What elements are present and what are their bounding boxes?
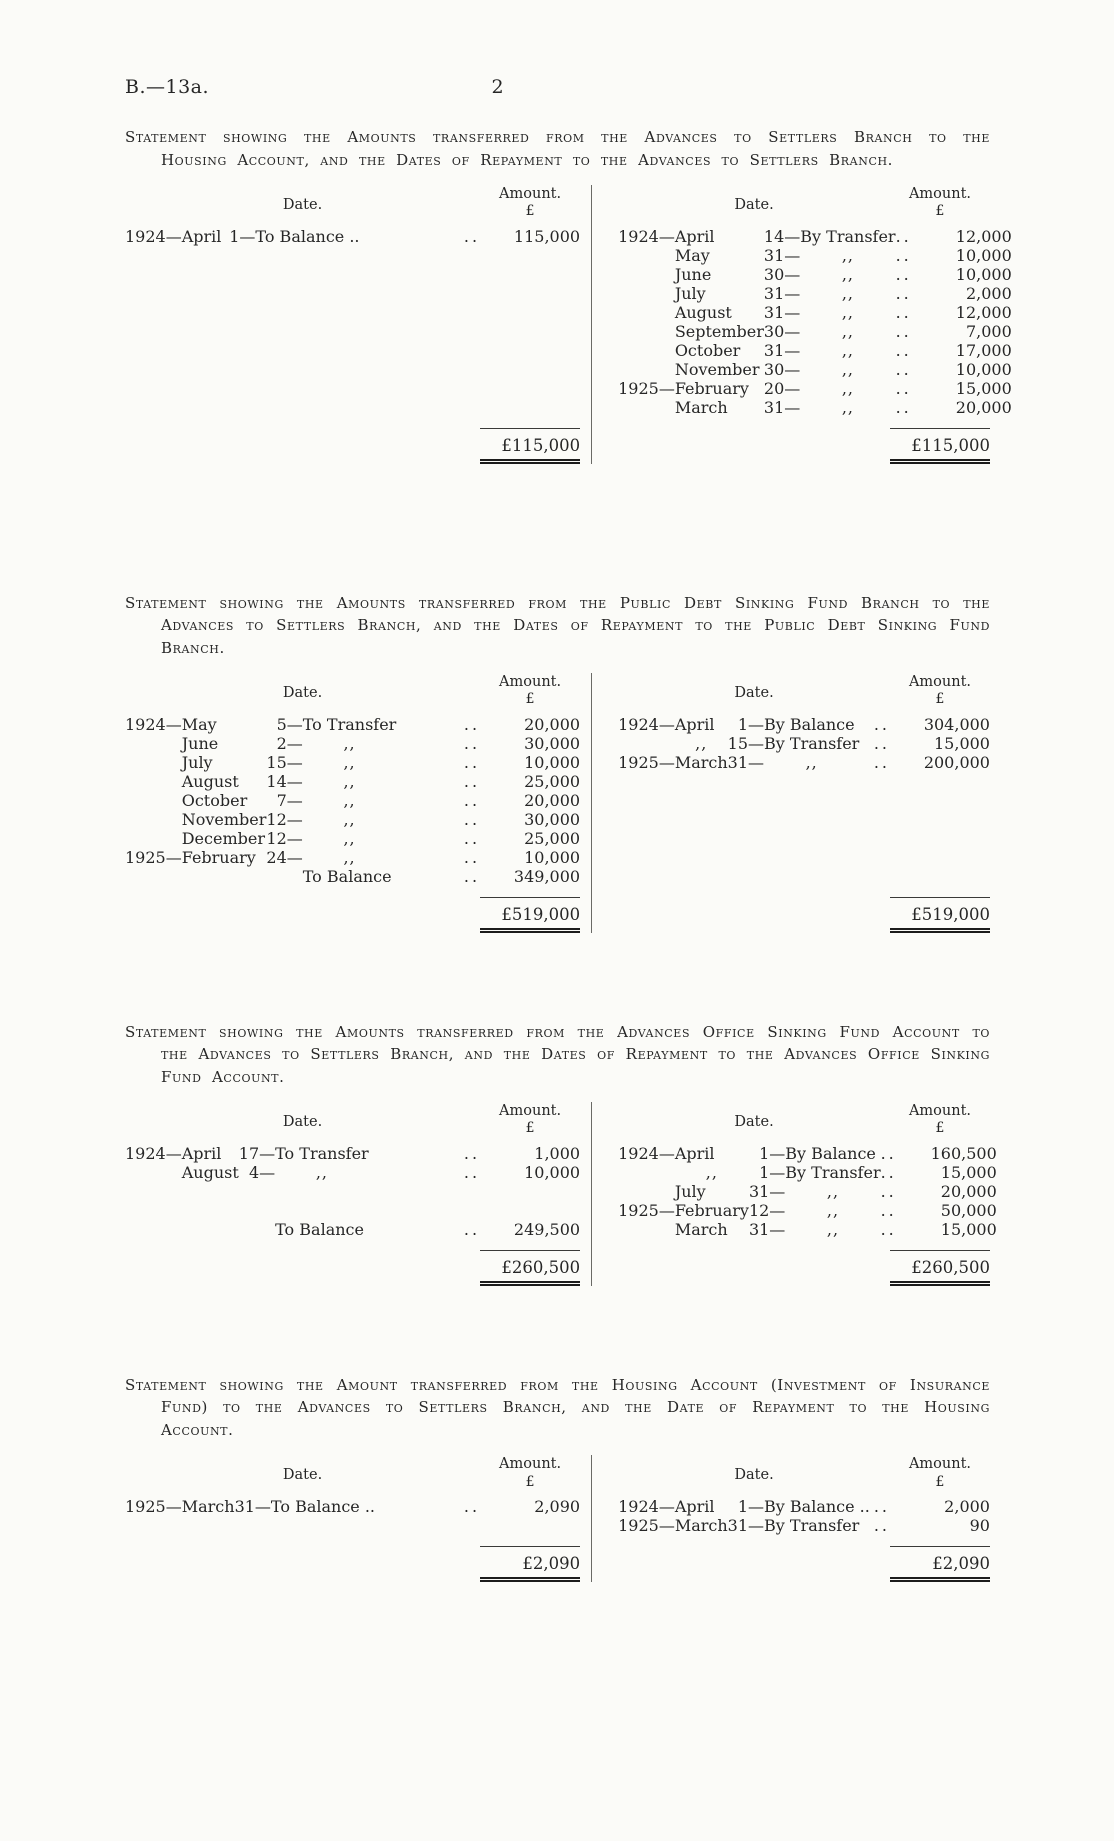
cell-label: ,, — [343, 733, 356, 753]
cell-day: 31— — [763, 397, 801, 417]
cell-year: 1925— — [618, 1200, 675, 1220]
cell-year — [125, 867, 182, 886]
ledger-rows — [618, 1143, 997, 1239]
date-column-header: Date. — [734, 685, 774, 702]
cell-label: By Transfer — [764, 1516, 860, 1535]
cell-dots: .. — [895, 359, 912, 379]
cell-day: 1— — [229, 226, 256, 246]
cell-day: 15— — [727, 733, 765, 753]
cell-label: ,, — [343, 790, 356, 810]
cell-dots: .. — [880, 1219, 897, 1239]
cell-dots: .. — [895, 226, 912, 246]
cell-day: 2— — [276, 733, 303, 753]
cell-label: ,, — [841, 378, 855, 398]
ledger-table — [125, 673, 990, 933]
cell-day: 5— — [276, 714, 303, 734]
column-headers — [125, 673, 580, 709]
page-header — [125, 76, 990, 102]
cell-year: 1925— — [618, 1516, 675, 1535]
cell-amount: 10,000 — [524, 1162, 581, 1182]
cell-year — [125, 791, 182, 810]
cell-amount: 160,500 — [930, 1143, 997, 1163]
column-headers — [125, 185, 580, 221]
column-headers — [618, 1102, 990, 1138]
cell-label: ,, — [826, 1181, 840, 1201]
cell-day: 31— — [748, 1181, 786, 1201]
cell-month: April — [674, 1497, 715, 1516]
cell-amount: 25,000 — [524, 828, 581, 848]
cell-day: 14— — [266, 771, 303, 791]
cell-label: To Transfer — [275, 1143, 369, 1163]
cell-dots: .. — [880, 1162, 897, 1182]
cell-dots: .. — [463, 714, 481, 734]
cell-label: To Balance .. — [270, 1497, 376, 1516]
total-amount: £260,500 — [480, 1250, 580, 1286]
cell-year — [618, 265, 675, 284]
amount-label: Amount. — [499, 1456, 562, 1473]
cell-label: ,, — [343, 809, 356, 829]
cell-amount: 10,000 — [955, 264, 1012, 284]
cell-dots: .. — [895, 264, 912, 284]
cell-month: November — [674, 359, 760, 379]
cell-dots: .. — [463, 1219, 481, 1239]
cell-year — [618, 360, 675, 379]
cell-day: 20— — [763, 378, 801, 398]
cell-amount: 20,000 — [524, 714, 581, 734]
currency-symbol: £ — [525, 691, 535, 708]
cell-dots: .. — [463, 1143, 481, 1163]
cell-year: 1925— — [125, 847, 182, 867]
cell-label: To Balance .. — [255, 226, 360, 246]
cell-month: March — [674, 1516, 728, 1535]
date-column-header: Date. — [282, 685, 323, 702]
ledger-credit-side — [592, 185, 1012, 464]
cell-year: 1924— — [125, 1143, 182, 1163]
cell-amount: 1,000 — [534, 1143, 581, 1163]
cell-day: 12— — [748, 1200, 786, 1220]
currency-symbol: £ — [935, 691, 945, 708]
cell-label: To Transfer — [302, 714, 397, 734]
cell-day: 12— — [266, 828, 303, 848]
ledger-rows — [125, 715, 580, 886]
cell-amount: 2,000 — [965, 283, 1012, 303]
cell-amount: 30,000 — [524, 809, 581, 829]
cell-label: ,, — [826, 1200, 840, 1220]
cell-day: 14— — [763, 226, 801, 246]
cell-year — [125, 753, 182, 772]
ledger-table — [125, 1455, 990, 1582]
cell-year: 1925— — [618, 752, 675, 772]
cell-amount: 2,090 — [534, 1497, 581, 1516]
ledger-debit-side — [125, 1102, 592, 1286]
ledger-table — [125, 1102, 997, 1286]
cell-month: ,, — [695, 733, 708, 753]
cell-month — [182, 1220, 239, 1239]
cell-amount: 115,000 — [513, 226, 581, 246]
date-column-header: Date. — [734, 1467, 774, 1484]
cell-amount: 30,000 — [524, 733, 581, 753]
cell-month: March — [674, 752, 728, 772]
cell-dots: .. — [880, 1181, 897, 1201]
cell-amount: 20,000 — [524, 790, 581, 810]
cell-amount: 10,000 — [524, 752, 581, 772]
cell-month: June — [674, 264, 712, 284]
ledger-credit-side — [592, 1102, 997, 1286]
cell-month: June — [181, 733, 219, 753]
ledger-credit-side — [592, 1455, 990, 1582]
page-number: 2 — [491, 76, 504, 98]
cell-day: 1— — [737, 1497, 765, 1516]
cell-day: 31— — [234, 1497, 271, 1516]
cell-month: October — [181, 790, 248, 810]
amount-column-header — [480, 1102, 580, 1138]
cell-label: ,, — [343, 828, 356, 848]
cell-year — [125, 734, 182, 753]
total-row — [125, 428, 580, 464]
ledger-rows — [125, 227, 580, 417]
cell-dots: .. — [463, 790, 481, 810]
amount-column-header — [890, 1102, 990, 1138]
cell-year — [125, 810, 182, 829]
cell-dots: .. — [895, 378, 912, 398]
cell-day: 31— — [763, 340, 801, 360]
amount-label: Amount. — [499, 186, 562, 202]
currency-symbol: £ — [525, 203, 535, 220]
cell-month: August — [181, 1162, 239, 1182]
cell-label: ,, — [841, 264, 855, 284]
cell-label: ,, — [841, 397, 855, 417]
amount-label: Amount. — [908, 1103, 972, 1120]
ledger-debit-side — [125, 185, 592, 464]
cell-day: 30— — [763, 321, 801, 341]
cell-month: ,, — [705, 1162, 718, 1182]
row-gap — [125, 1182, 580, 1220]
statement-section-1 — [125, 126, 1012, 464]
amount-label: Amount. — [908, 186, 972, 202]
total-row — [125, 1250, 580, 1286]
cell-month: April — [181, 1143, 222, 1163]
column-headers — [618, 673, 990, 709]
cell-day: 1— — [759, 1143, 786, 1163]
cell-day: 31— — [727, 752, 765, 772]
cell-day: 4— — [248, 1162, 276, 1182]
cell-dots: .. — [463, 771, 481, 791]
amount-column-header — [890, 185, 990, 221]
cell-month: April — [674, 714, 715, 734]
statement-title: Statement showing the Amounts transferred from the Advances to Settlers Branch to the Housing Account, and the Dates of Repayment to the Advances to Settlers Branch. — [125, 128, 990, 169]
cell-dots: .. — [463, 847, 481, 867]
cell-month: November — [181, 809, 267, 829]
cell-dots: .. — [880, 1200, 897, 1220]
cell-label: To Balance — [275, 1219, 364, 1239]
cell-year — [618, 303, 675, 322]
cell-dots: .. — [895, 302, 912, 322]
total-row — [125, 897, 580, 933]
cell-label: ,, — [841, 359, 855, 379]
cell-day: 31— — [763, 283, 801, 303]
currency-symbol: £ — [525, 1473, 535, 1490]
amount-label: Amount. — [499, 674, 562, 691]
cell-month: May — [181, 714, 217, 734]
cell-amount: 249,500 — [513, 1219, 581, 1239]
cell-month: April — [181, 226, 222, 246]
cell-day: 17— — [238, 1143, 276, 1163]
cell-dots: .. — [873, 1497, 890, 1516]
cell-label: By Transfer — [800, 226, 896, 246]
amount-column-header — [480, 1455, 580, 1491]
cell-month: February — [674, 1200, 749, 1220]
cell-day: 15— — [266, 752, 303, 772]
column-headers — [125, 1102, 580, 1138]
cell-label: ,, — [343, 771, 356, 791]
cell-dots: .. — [463, 866, 481, 886]
cell-amount: 10,000 — [524, 847, 581, 867]
cell-month: February — [674, 378, 749, 398]
cell-year: 1924— — [125, 714, 182, 734]
cell-amount: 20,000 — [940, 1181, 997, 1201]
cell-dots: .. — [880, 1143, 897, 1163]
currency-symbol: £ — [935, 1473, 945, 1490]
cell-day: 31— — [748, 1219, 786, 1239]
cell-year — [618, 341, 675, 360]
statement-title: Statement showing the Amount transferred from the Housing Account (Investment of Insurance Fund) to the Advances to Settlers Branch, and the Date of Repayment to the Housing Account. — [125, 1375, 990, 1439]
cell-amount: 15,000 — [940, 1162, 997, 1182]
total-amount: £115,000 — [890, 428, 990, 464]
total-amount: £260,500 — [890, 1250, 990, 1286]
cell-month: February — [181, 847, 256, 867]
cell-label: ,, — [315, 1162, 328, 1182]
cell-year — [125, 772, 182, 791]
cell-year — [618, 246, 675, 265]
cell-amount: 20,000 — [955, 397, 1012, 417]
cell-day: 30— — [763, 264, 801, 284]
cell-year — [618, 734, 675, 753]
date-column-header: Date. — [282, 1114, 323, 1131]
cell-month: October — [674, 340, 741, 360]
ledger-rows — [125, 1144, 580, 1239]
cell-year — [125, 1163, 182, 1182]
cell-month: April — [674, 1143, 715, 1163]
total-amount: £115,000 — [480, 428, 580, 464]
cell-amount: 12,000 — [955, 226, 1012, 246]
total-amount: £519,000 — [480, 897, 580, 933]
cell-label: By Balance .. — [764, 1497, 870, 1516]
cell-dots: .. — [463, 226, 481, 246]
cell-month: August — [181, 771, 239, 791]
cell-year — [125, 829, 182, 848]
cell-label: By Balance — [785, 1143, 876, 1163]
cell-month: December — [181, 828, 265, 848]
cell-dots: .. — [873, 714, 890, 734]
ledger-rows — [618, 226, 1012, 417]
total-amount: £2,090 — [480, 1546, 580, 1582]
date-column-header: Date. — [734, 197, 774, 213]
cell-year — [618, 398, 675, 417]
cell-year: 1924— — [618, 226, 675, 246]
cell-amount: 50,000 — [940, 1200, 997, 1220]
cell-year: 1925— — [618, 378, 675, 398]
cell-label: ,, — [841, 245, 855, 265]
cell-dots: .. — [463, 809, 481, 829]
total-amount: £2,090 — [890, 1546, 990, 1582]
statement-title: Statement showing the Amounts transferred from the Advances Office Sinking Fund Account to the Advances to Settlers Branch, and the Dates of Repayment to the Advances Office Sinking Fund Account. — [125, 1022, 990, 1086]
cell-year: 1925— — [125, 1497, 182, 1516]
cell-dots: .. — [463, 828, 481, 848]
ledger-rows — [618, 1497, 990, 1535]
cell-amount: 2,000 — [944, 1497, 990, 1516]
cell-dots: .. — [895, 397, 912, 417]
cell-day: 1— — [759, 1162, 786, 1182]
cell-dots: .. — [463, 752, 481, 772]
cell-month: August — [674, 302, 732, 322]
ledger-table — [125, 185, 1012, 464]
cell-year — [618, 1220, 675, 1239]
cell-dots: .. — [895, 321, 912, 341]
cell-month: March — [674, 1219, 728, 1239]
cell-amount: 304,000 — [923, 714, 990, 734]
cell-day: 31— — [763, 302, 801, 322]
cell-day: 12— — [266, 809, 303, 829]
cell-day: 31— — [727, 1516, 765, 1535]
cell-month: March — [181, 1497, 235, 1516]
ledger-debit-side — [125, 1455, 592, 1582]
cell-label: By Balance — [764, 714, 855, 734]
cell-day: 31— — [763, 245, 801, 265]
cell-dots: .. — [873, 1516, 890, 1535]
currency-symbol: £ — [525, 1120, 535, 1137]
cell-month — [182, 867, 267, 886]
cell-day: 30— — [763, 359, 801, 379]
cell-year — [618, 322, 675, 341]
amount-label: Amount. — [499, 1103, 562, 1120]
ledger-credit-side — [592, 673, 990, 933]
cell-day: 24— — [266, 847, 303, 867]
cell-year — [618, 1182, 675, 1201]
statement-section-2 — [125, 592, 990, 933]
currency-symbol: £ — [935, 203, 945, 220]
total-amount: £519,000 — [890, 897, 990, 933]
cell-year: 1924— — [618, 714, 675, 734]
cell-day — [239, 1220, 275, 1239]
cell-label: ,, — [805, 752, 818, 772]
total-row — [125, 1546, 580, 1582]
cell-amount: 15,000 — [955, 378, 1012, 398]
cell-amount: 12,000 — [955, 302, 1012, 322]
cell-year — [618, 284, 675, 303]
cell-year: 1924— — [618, 1497, 675, 1516]
ledger-rows — [618, 715, 990, 886]
ledger-debit-side — [125, 673, 592, 933]
total-row — [618, 428, 990, 464]
cell-label: ,, — [826, 1219, 840, 1239]
column-headers — [125, 1455, 580, 1491]
amount-label: Amount. — [908, 674, 972, 691]
cell-day — [266, 867, 302, 886]
cell-dots: .. — [895, 245, 912, 265]
cell-month: July — [674, 1181, 706, 1201]
cell-dots: .. — [895, 283, 912, 303]
date-column-header: Date. — [282, 1467, 323, 1484]
cell-label: ,, — [343, 752, 356, 772]
amount-column-header — [480, 185, 580, 221]
cell-dots: .. — [873, 752, 890, 772]
cell-amount: 349,000 — [513, 866, 581, 886]
column-headers — [618, 185, 990, 221]
cell-month: July — [181, 752, 213, 772]
cell-month: April — [674, 226, 715, 246]
cell-dots: .. — [463, 733, 481, 753]
cell-label: ,, — [841, 283, 855, 303]
cell-label: ,, — [343, 847, 356, 867]
cell-amount: 7,000 — [965, 321, 1012, 341]
cell-amount: 90 — [969, 1516, 990, 1535]
cell-label: ,, — [841, 321, 855, 341]
cell-month: July — [674, 283, 706, 303]
cell-amount: 15,000 — [940, 1219, 997, 1239]
cell-day: 1— — [737, 714, 765, 734]
date-column-header: Date. — [734, 1114, 774, 1131]
cell-year: 1924— — [125, 226, 182, 246]
cell-label: ,, — [841, 340, 855, 360]
cell-year — [125, 1220, 182, 1239]
cell-amount: 15,000 — [934, 733, 990, 753]
total-row — [618, 1250, 990, 1286]
cell-dots: .. — [895, 340, 912, 360]
cell-dots: .. — [873, 733, 890, 753]
amount-column-header — [890, 673, 990, 709]
cell-year: 1924— — [618, 1143, 675, 1163]
statement-section-3 — [125, 1021, 997, 1286]
date-column-header: Date. — [282, 197, 323, 213]
cell-year — [618, 1163, 675, 1182]
cell-amount: 200,000 — [923, 752, 990, 772]
cell-month: May — [674, 245, 710, 265]
cell-label: By Transfer — [785, 1162, 881, 1182]
cell-label: By Transfer — [764, 733, 860, 753]
ledger-rows — [125, 1497, 580, 1535]
cell-month: September — [674, 321, 764, 341]
amount-column-header — [480, 673, 580, 709]
total-row — [618, 897, 990, 933]
cell-label: To Balance — [302, 866, 392, 886]
cell-amount: 10,000 — [955, 245, 1012, 265]
cell-amount: 10,000 — [955, 359, 1012, 379]
cell-amount: 25,000 — [524, 771, 581, 791]
document-reference: B.—13a. — [125, 76, 210, 98]
amount-label: Amount. — [908, 1456, 972, 1473]
cell-month: March — [674, 397, 728, 417]
statement-title: Statement showing the Amounts transferred from the Public Debt Sinking Fund Branch to the Advances to Settlers Branch, and the Dates of Repayment to the Public Debt Sinking Fund Branch. — [125, 593, 990, 657]
cell-dots: .. — [463, 1497, 481, 1516]
total-row — [618, 1546, 990, 1582]
cell-dots: .. — [463, 1162, 481, 1182]
statement-section-4 — [125, 1374, 990, 1582]
cell-amount: 17,000 — [955, 340, 1012, 360]
cell-day: 7— — [276, 790, 303, 810]
currency-symbol: £ — [935, 1120, 945, 1137]
cell-label: ,, — [841, 302, 855, 322]
amount-column-header — [890, 1455, 990, 1491]
column-headers — [618, 1455, 990, 1491]
